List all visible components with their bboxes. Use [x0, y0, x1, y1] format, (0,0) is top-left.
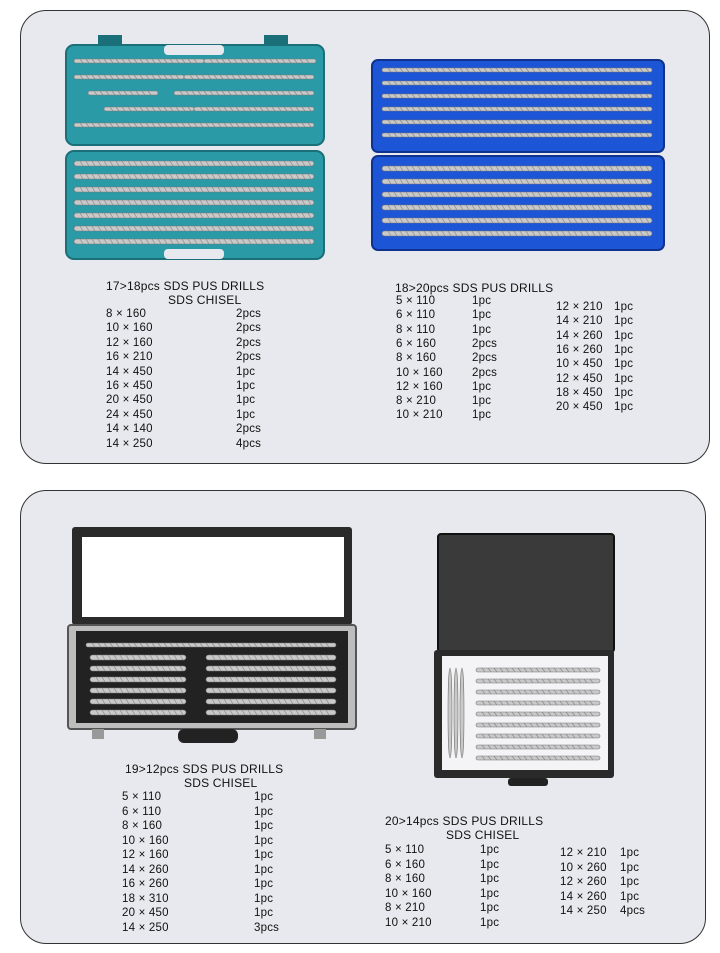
drill-bit — [460, 668, 464, 758]
set19-row-qty: 1pc — [254, 834, 274, 847]
set18-row-right-qty: 1pc — [614, 358, 634, 371]
drill-bit — [74, 239, 314, 244]
set18-row-right-size: 10 × 450 — [556, 358, 603, 371]
set17-row-qty: 1pc — [236, 394, 256, 407]
drill-bit — [74, 226, 314, 231]
set18-row-size: 8 × 110 — [396, 323, 436, 336]
set19-row-qty: 3pcs — [254, 921, 280, 934]
set20-row-right-qty: 4pcs — [620, 905, 646, 917]
set17-row-size: 14 × 140 — [106, 423, 153, 436]
drill-bit — [454, 668, 458, 758]
set20-row-size: 10 × 210 — [385, 916, 432, 929]
set18-row-right-size: 14 × 260 — [556, 329, 603, 342]
set18-row-right-qty: 1pc — [614, 315, 634, 328]
set19-subtitle: SDS CHISEL — [184, 776, 258, 790]
set17-title: 17>18pcs SDS PUS DRILLS — [106, 279, 265, 293]
set17-row-qty: 2pcs — [236, 423, 262, 436]
set20-row-right-size: 14 × 250 — [560, 905, 607, 917]
set19-row-size: 14 × 250 — [122, 921, 169, 934]
set19-row-size: 10 × 160 — [122, 834, 169, 847]
set20-row-right-size: 12 × 210 — [560, 847, 607, 859]
set17-row-qty: 1pc — [236, 408, 256, 421]
set20-row-qty: 1pc — [480, 858, 500, 871]
aluminium-case-image — [66, 525, 358, 747]
set18-row-size: 10 × 160 — [396, 366, 443, 379]
set20-row-qty: 1pc — [480, 902, 500, 914]
drill-bit — [74, 187, 314, 192]
set19-row-size: 8 × 160 — [122, 820, 163, 832]
set18-row-right-qty: 1pc — [614, 301, 634, 313]
set19-row-qty: 1pc — [254, 907, 274, 919]
set18-row-size: 8 × 160 — [396, 352, 437, 365]
set17-row-size: 10 × 160 — [106, 322, 153, 335]
set20-row-right-qty: 1pc — [620, 847, 640, 859]
set19-row-size: 16 × 260 — [122, 878, 169, 890]
set18-row-qty: 2pcs — [472, 366, 498, 379]
set18-row-right-qty: 1pc — [614, 372, 634, 385]
set18-row-right-qty: 1pc — [614, 386, 634, 399]
set19-row-qty: 1pc — [254, 863, 274, 876]
set18-row-qty: 2pcs — [472, 337, 498, 350]
set18-row-right-size: 12 × 210 — [556, 301, 603, 313]
set17-row-qty: 4pcs — [236, 437, 262, 450]
set18-row-qty: 1pc — [472, 295, 492, 307]
set19-row-qty: 1pc — [254, 892, 274, 905]
set18-row-size: 5 × 110 — [396, 295, 436, 307]
dark-case-image — [432, 532, 620, 788]
set19-row-size: 14 × 260 — [122, 863, 169, 876]
drill-bit — [448, 668, 452, 758]
set20-subtitle: SDS CHISEL — [446, 828, 520, 842]
set17-row-size: 16 × 450 — [106, 380, 153, 392]
set17-row-size: 8 × 160 — [106, 308, 147, 320]
set18-row-right-size: 20 × 450 — [556, 401, 603, 414]
set19-row-qty: 1pc — [254, 878, 274, 890]
set18-row-size: 12 × 160 — [396, 380, 443, 393]
set20-title: 20>14pcs SDS PUS DRILLS — [385, 814, 544, 828]
drill-bit — [194, 107, 314, 111]
set19-row-size: 12 × 160 — [122, 849, 169, 861]
drill-bit — [74, 75, 184, 79]
set17-row-size: 16 × 210 — [106, 351, 153, 364]
drill-bit — [88, 91, 158, 95]
set17-row-qty: 2pcs — [236, 351, 262, 364]
teal-case-image — [64, 33, 326, 261]
set19-row-qty: 1pc — [254, 805, 274, 818]
set19-row-size: 20 × 450 — [122, 907, 169, 919]
set17-row-size: 12 × 160 — [106, 336, 153, 349]
set17-row-qty: 2pcs — [236, 336, 262, 349]
set17-subtitle: SDS CHISEL — [168, 293, 242, 307]
set18-row-qty: 1pc — [472, 409, 492, 422]
set20-row-right-qty: 1pc — [620, 861, 640, 874]
set19-row-qty: 1pc — [254, 820, 274, 832]
set17-row-size: 14 × 450 — [106, 365, 153, 378]
set19-row-size: 18 × 310 — [122, 892, 169, 905]
set20-row-right-size: 14 × 260 — [560, 890, 607, 903]
set18-row-size: 6 × 160 — [396, 337, 437, 350]
set19-row-qty: 1pc — [254, 849, 274, 861]
set18-row-qty: 2pcs — [472, 352, 498, 365]
set20-row-size: 8 × 210 — [385, 902, 426, 914]
set17-row-size: 14 × 250 — [106, 437, 153, 450]
drill-bit — [174, 91, 314, 95]
set18-row-size: 10 × 210 — [396, 409, 443, 422]
set18-row-right-size: 18 × 450 — [556, 386, 603, 399]
set20-row-size: 5 × 110 — [385, 844, 425, 856]
set17-row-qty: 2pcs — [236, 308, 262, 320]
drill-bit — [74, 123, 314, 127]
drill-bit — [74, 200, 314, 205]
set19-row-qty: 1pc — [254, 791, 274, 803]
set20-row-size: 8 × 160 — [385, 873, 426, 885]
set20-row-right-size: 10 × 260 — [560, 861, 607, 874]
set18-row-size: 8 × 210 — [396, 395, 437, 408]
set17-row-qty: 1pc — [236, 380, 256, 392]
set18-row-right-size: 12 × 450 — [556, 372, 603, 385]
set18-row-size: 6 × 110 — [396, 309, 436, 322]
set20-row-size: 6 × 160 — [385, 858, 426, 871]
set20-row-qty: 1pc — [480, 887, 500, 900]
set20-row-qty: 1pc — [480, 916, 500, 929]
set18-row-qty: 1pc — [472, 395, 492, 408]
set20-row-size: 10 × 160 — [385, 887, 432, 900]
set18-row-right-size: 16 × 260 — [556, 343, 603, 356]
set18-row-right-qty: 1pc — [614, 343, 634, 356]
blue-case-image — [368, 58, 668, 254]
set17-row-qty: 2pcs — [236, 322, 262, 335]
set18-row-right-qty: 1pc — [614, 401, 634, 414]
drill-bit — [74, 213, 314, 218]
set17-row-size: 24 × 450 — [106, 408, 153, 421]
set20-row-right-size: 12 × 260 — [560, 876, 607, 888]
set18-row-right-qty: 1pc — [614, 329, 634, 342]
set19-row-size: 5 × 110 — [122, 791, 162, 803]
set19-title: 19>12pcs SDS PUS DRILLS — [125, 762, 284, 776]
set18-row-qty: 1pc — [472, 309, 492, 322]
drill-bit — [74, 161, 314, 166]
set19-row-size: 6 × 110 — [122, 805, 162, 818]
set20-row-qty: 1pc — [480, 873, 500, 885]
drill-bit — [204, 59, 316, 63]
drill-bit — [74, 174, 314, 179]
set17-row-size: 20 × 450 — [106, 394, 153, 407]
set18-row-qty: 1pc — [472, 323, 492, 336]
set17-row-qty: 1pc — [236, 365, 256, 378]
set20-row-right-qty: 1pc — [620, 890, 640, 903]
set20-row-qty: 1pc — [480, 844, 500, 856]
set20-row-right-qty: 1pc — [620, 876, 640, 888]
set18-title: 18>20pcs SDS PUS DRILLS — [395, 281, 554, 295]
set18-row-right-size: 14 × 210 — [556, 315, 603, 328]
set18-row-qty: 1pc — [472, 380, 492, 393]
